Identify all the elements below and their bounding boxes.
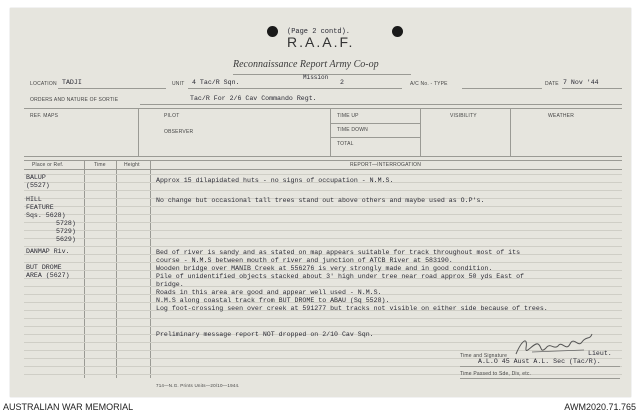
- report-line: No change but occasional tall trees stand out above others and maybe used as O.P's.: [156, 197, 485, 204]
- archive-footer: [0, 400, 640, 414]
- place-row: FEATURE: [26, 204, 54, 211]
- unit-label: UNIT: [172, 81, 185, 87]
- report-line: bridge.: [156, 281, 184, 288]
- table-rule: [24, 214, 622, 215]
- time-up-label: TIME UP: [337, 113, 359, 119]
- table-rule: [24, 206, 622, 207]
- place-row: AREA (5627): [26, 272, 70, 279]
- col-place-header: Place or Ref.: [32, 162, 64, 168]
- report-line: Bed of river is sandy and as stated on map appears suitable for track throughout most of its: [156, 249, 521, 256]
- report-form: [10, 8, 631, 397]
- location-value: TADJI: [62, 79, 82, 86]
- place-row: BALUP: [26, 174, 46, 181]
- orders-value: Tac/R For 2/6 Cav Commando Regt.: [190, 95, 317, 102]
- orders-label: ORDERS AND NATURE OF SORTIE: [30, 97, 119, 103]
- table-rule: [24, 174, 622, 175]
- table-rule: [24, 374, 622, 375]
- form-title: Reconnaissance Report Army Co-op: [233, 59, 379, 70]
- report-line: N.M.S along coastal track from BUT DROME to ABAU (Sq 5528).: [156, 297, 390, 304]
- place-row: Sqs. 5628): [26, 212, 66, 219]
- table-rule: [24, 286, 622, 287]
- col-report-header: REPORT—INTERROGATION: [350, 162, 422, 168]
- table-rule: [24, 246, 622, 247]
- page-note: (Page 2 contd).: [287, 28, 351, 36]
- place-row: 5728): [56, 220, 76, 227]
- table-rule: [24, 222, 622, 223]
- report-line: Preliminary message report NOT dropped on 2/10 Cav Sqn.: [156, 331, 374, 338]
- col-time-header: Time: [94, 162, 106, 168]
- visibility-label: VISIBILITY: [450, 113, 477, 119]
- place-row: HILL: [26, 196, 42, 203]
- table-rule: [24, 238, 622, 239]
- time-passed-label: Time Passed to Sde, Div, etc.: [460, 371, 532, 377]
- report-line: Roads in this area are good and appear well used - N.M.S.: [156, 289, 382, 296]
- date-label: DATE: [545, 81, 559, 87]
- mission-label: Mission: [303, 74, 329, 81]
- report-line: course - N.M.S between mouth of river and junction of ATCB River at 583190.: [156, 257, 453, 264]
- table-rule: [24, 190, 622, 191]
- print-code: 714—N.G. Prints Units—20/10—1944.: [156, 383, 240, 388]
- time-signature-label: Time and Signature: [460, 353, 508, 359]
- pilot-label: PILOT: [164, 113, 180, 119]
- report-line: Wooden bridge over MANIB Creek at 556276 is very strongly made and in good condition.: [156, 265, 493, 272]
- time-down-label: TIME DOWN: [337, 127, 368, 133]
- date-value: 7 Nov '44: [563, 79, 599, 86]
- punch-hole-right: [392, 26, 403, 37]
- table-rule: [24, 326, 622, 327]
- place-row: DANMAP Riv.: [26, 248, 70, 255]
- signatory: A.L.O 45 Aust A.L. Sec (Tac/R).: [478, 358, 601, 365]
- ref-maps-label: REF. MAPS: [30, 113, 59, 119]
- report-line: Pile of unidentified objects stacked about 3' high under tree near road approx 50 yds East of: [156, 273, 524, 280]
- place-row: 5729): [56, 228, 76, 235]
- handwritten-signature: [512, 330, 594, 360]
- place-row: (5527): [26, 182, 50, 189]
- archive-name: AUSTRALIAN WAR MEMORIAL: [3, 402, 134, 412]
- weather-label: WEATHER: [548, 113, 575, 119]
- archive-id: AWM2020.71.765: [564, 402, 636, 412]
- report-line: Log foot-crossing seen over creek at 591277 but tracks not visible on either side because of trees.: [156, 305, 548, 312]
- punch-hole-left: [267, 26, 278, 37]
- signatory-rank: Lieut.: [588, 350, 612, 357]
- total-label: TOTAL: [337, 141, 354, 147]
- observer-label: OBSERVER: [164, 129, 194, 135]
- mission-value: 2: [340, 79, 344, 86]
- place-row: 5629): [56, 236, 76, 243]
- col-height-header: Height: [124, 162, 140, 168]
- report-line: Approx 15 dilapidated huts - no signs of occupation - N.M.S.: [156, 177, 394, 184]
- table-rule: [24, 318, 622, 319]
- place-row: BUT DROME: [26, 264, 62, 271]
- table-rule: [24, 230, 622, 231]
- org-title: R.A.A.F.: [287, 34, 355, 50]
- aircraft-label: A/C No. - TYPE: [410, 81, 448, 87]
- location-label: LOCATION: [30, 81, 57, 87]
- unit-value: 4 Tac/R Sqn.: [192, 79, 240, 86]
